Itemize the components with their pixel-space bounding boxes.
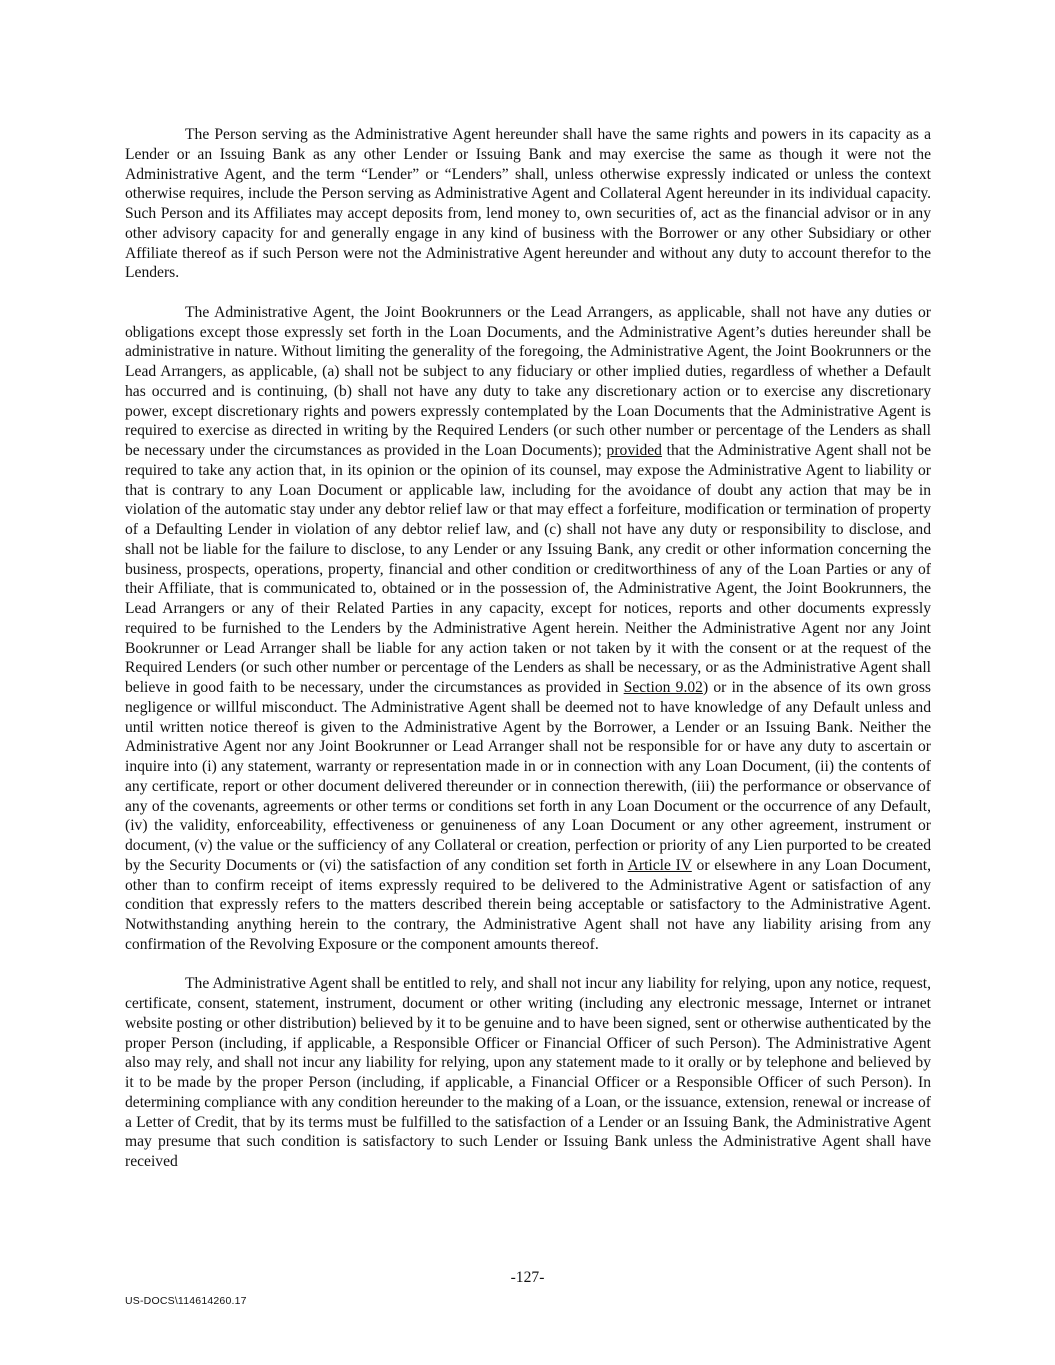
article-iv-reference: Article IV bbox=[627, 856, 692, 874]
document-id: US-DOCS\114614260.17 bbox=[125, 1295, 247, 1307]
page-number: -127- bbox=[510, 1269, 545, 1286]
paragraph-segment: The Administrative Agent, the Joint Bookrunners or the Lead Arrangers, as applicable, shall not have any duties or obligations except those expressly set forth in the Loan Documents, and the Administrative Agent’s duties hereunder shall be administrative in nature. Without limiting the generality of the foregoing, the Administrative Agent, the Joint Bookrunners or the Lead Arrangers, as applicable, (a) shall not be subject to any fiduciary or other implied duties, regardless of whether a Default has occurred and is continuing, (b) shall not have any duty to take any discretionary action or to exercise any discretionary power, except discretionary rights and powers expressly contemplated by the Loan Documents that the Administrative Agent is required to exercise as directed in writing by the Required Lenders (or such other number or percentage of the Lenders as shall be necessary under the circumstances as provided in the Loan Documents); bbox=[125, 303, 931, 459]
paragraph-agent-duties bbox=[125, 303, 931, 955]
paragraph-segment: ) or in the absence of its own gross negligence or willful misconduct. The Administrative Agent shall be deemed not to have knowledge of any Default unless and until written notice thereof is given to the Administrative Agent by the Borrower, a Lender or an Issuing Bank. Neither the Administrative Agent nor any Joint Bookrunner or Lead Arranger shall not be responsible for or have any duty to ascertain or inquire into (i) any statement, warranty or representation made in or in connection with any Loan Document, (ii) the contents of any certificate, report or other document delivered thereunder or in connection therewith, (iii) the performance or observance of any of the covenants, agreements or other terms or conditions set forth in any Loan Document or the occurrence of any Default, (iv) the validity, enforceability, effectiveness or genuineness of any Loan Document or any other agreement, instrument or document, (v) the value or the sufficiency of any Collateral or creation, perfection or priority of any Lien purported to be created by the Security Documents or (vi) the satisfaction of any condition set forth in bbox=[125, 679, 931, 874]
paragraph-agent-rights: The Person serving as the Administrative Agent hereunder shall have the same rights and powers in its capacity as a Lender or an Issuing Bank as any other Lender or Issuing Bank and may exercise the same as though it were not the Administrative Agent, and the term “Lender” or “Lenders” shall, unless otherwise expressly indicated or unless the context otherwise requires, include the Person serving as Administrative Agent and Collateral Agent hereunder in its individual capacity. Such Person and its Affiliates may accept deposits from, lend money to, own securities of, act as the financial advisor or in any other advisory capacity for and generally engage in any kind of business with the Borrower or any other Subsidiary or other Affiliate thereof as if such Person were not the Administrative Agent hereunder and without any duty to account therefor to the Lenders. bbox=[125, 126, 931, 282]
paragraph-segment: that the Administrative Agent shall not be required to take any action that, in its opinion or the opinion of its counsel, may expose the Administrative Agent to liability or that is contrary to any Loan Document or applicable law, including for the avoidance of doubt any action that may be in violation of the automatic stay under any debtor relief law or that may effect a forfeiture, modification or termination of property of a Defaulting Lender in violation of any debtor relief law, and (c) shall not have any duty or responsibility to disclose, and shall not be liable for the failure to disclose, to any Lender or any Issuing Bank, any credit or other information concerning the business, prospects, operations, property, financial and other condition or creditworthiness of any of the Loan Parties or any of their Affiliate, that is communicated to, obtained or in the possession of, the Administrative Agent, the Joint Bookrunners, the Lead Arrangers or any of their Related Parties in any capacity, except for notices, reports and other documents expressly required to be furnished to the Lenders by the Administrative Agent herein. Neither the Administrative Agent nor any Joint Bookrunner or Lead Arranger shall be liable for any action taken or not taken by it with the consent or at the request of the Required Lenders (or such other number or percentage of the Lenders as shall be necessary, or as the Administrative Agent shall believe in good faith to be necessary, under the circumstances as provided in bbox=[125, 442, 931, 696]
document-body bbox=[125, 125, 931, 1172]
section-9-02-reference: Section 9.02 bbox=[623, 679, 703, 696]
provided-term: provided bbox=[606, 442, 662, 459]
paragraph-segment: or elsewhere in any Loan Document, other than to confirm receipt of items expressly required to be delivered to the Administrative Agent or satisfaction of any condition that expressly refers to the matters described therein being acceptable or satisfactory to the Administrative Agent. Notwithstanding anything herein to the contrary, the Administrative Agent shall not have any liability arising from any confirmation of the Revolving Exposure or the component amounts thereof. bbox=[125, 856, 931, 953]
paragraph-agent-reliance: The Administrative Agent shall be entitled to rely, and shall not incur any liability for relying, upon any notice, request, certificate, consent, statement, instrument, document or other writing (including any electronic message, Internet or intranet website posting or other distribution) believed by it to be genuine and to have been signed, sent or otherwise authenticated by the proper Person (including, if applicable, a Responsible Officer or Financial Officer of such Person). The Administrative Agent also may rely, and shall not incur any liability for relying, upon any statement made to it orally or by telephone and believed by it to be made by the proper Person (including, if applicable, a Financial Officer or a Responsible Officer of such Person). In determining compliance with any condition hereunder to the making of a Loan, or the issuance, extension, renewal or increase of a Letter of Credit, that by its terms must be fulfilled to the satisfaction of a Lender or an Issuing Bank, the Administrative Agent may presume that such condition is satisfactory to such Lender or Issuing Bank unless the Administrative Agent shall have received bbox=[125, 975, 931, 1170]
